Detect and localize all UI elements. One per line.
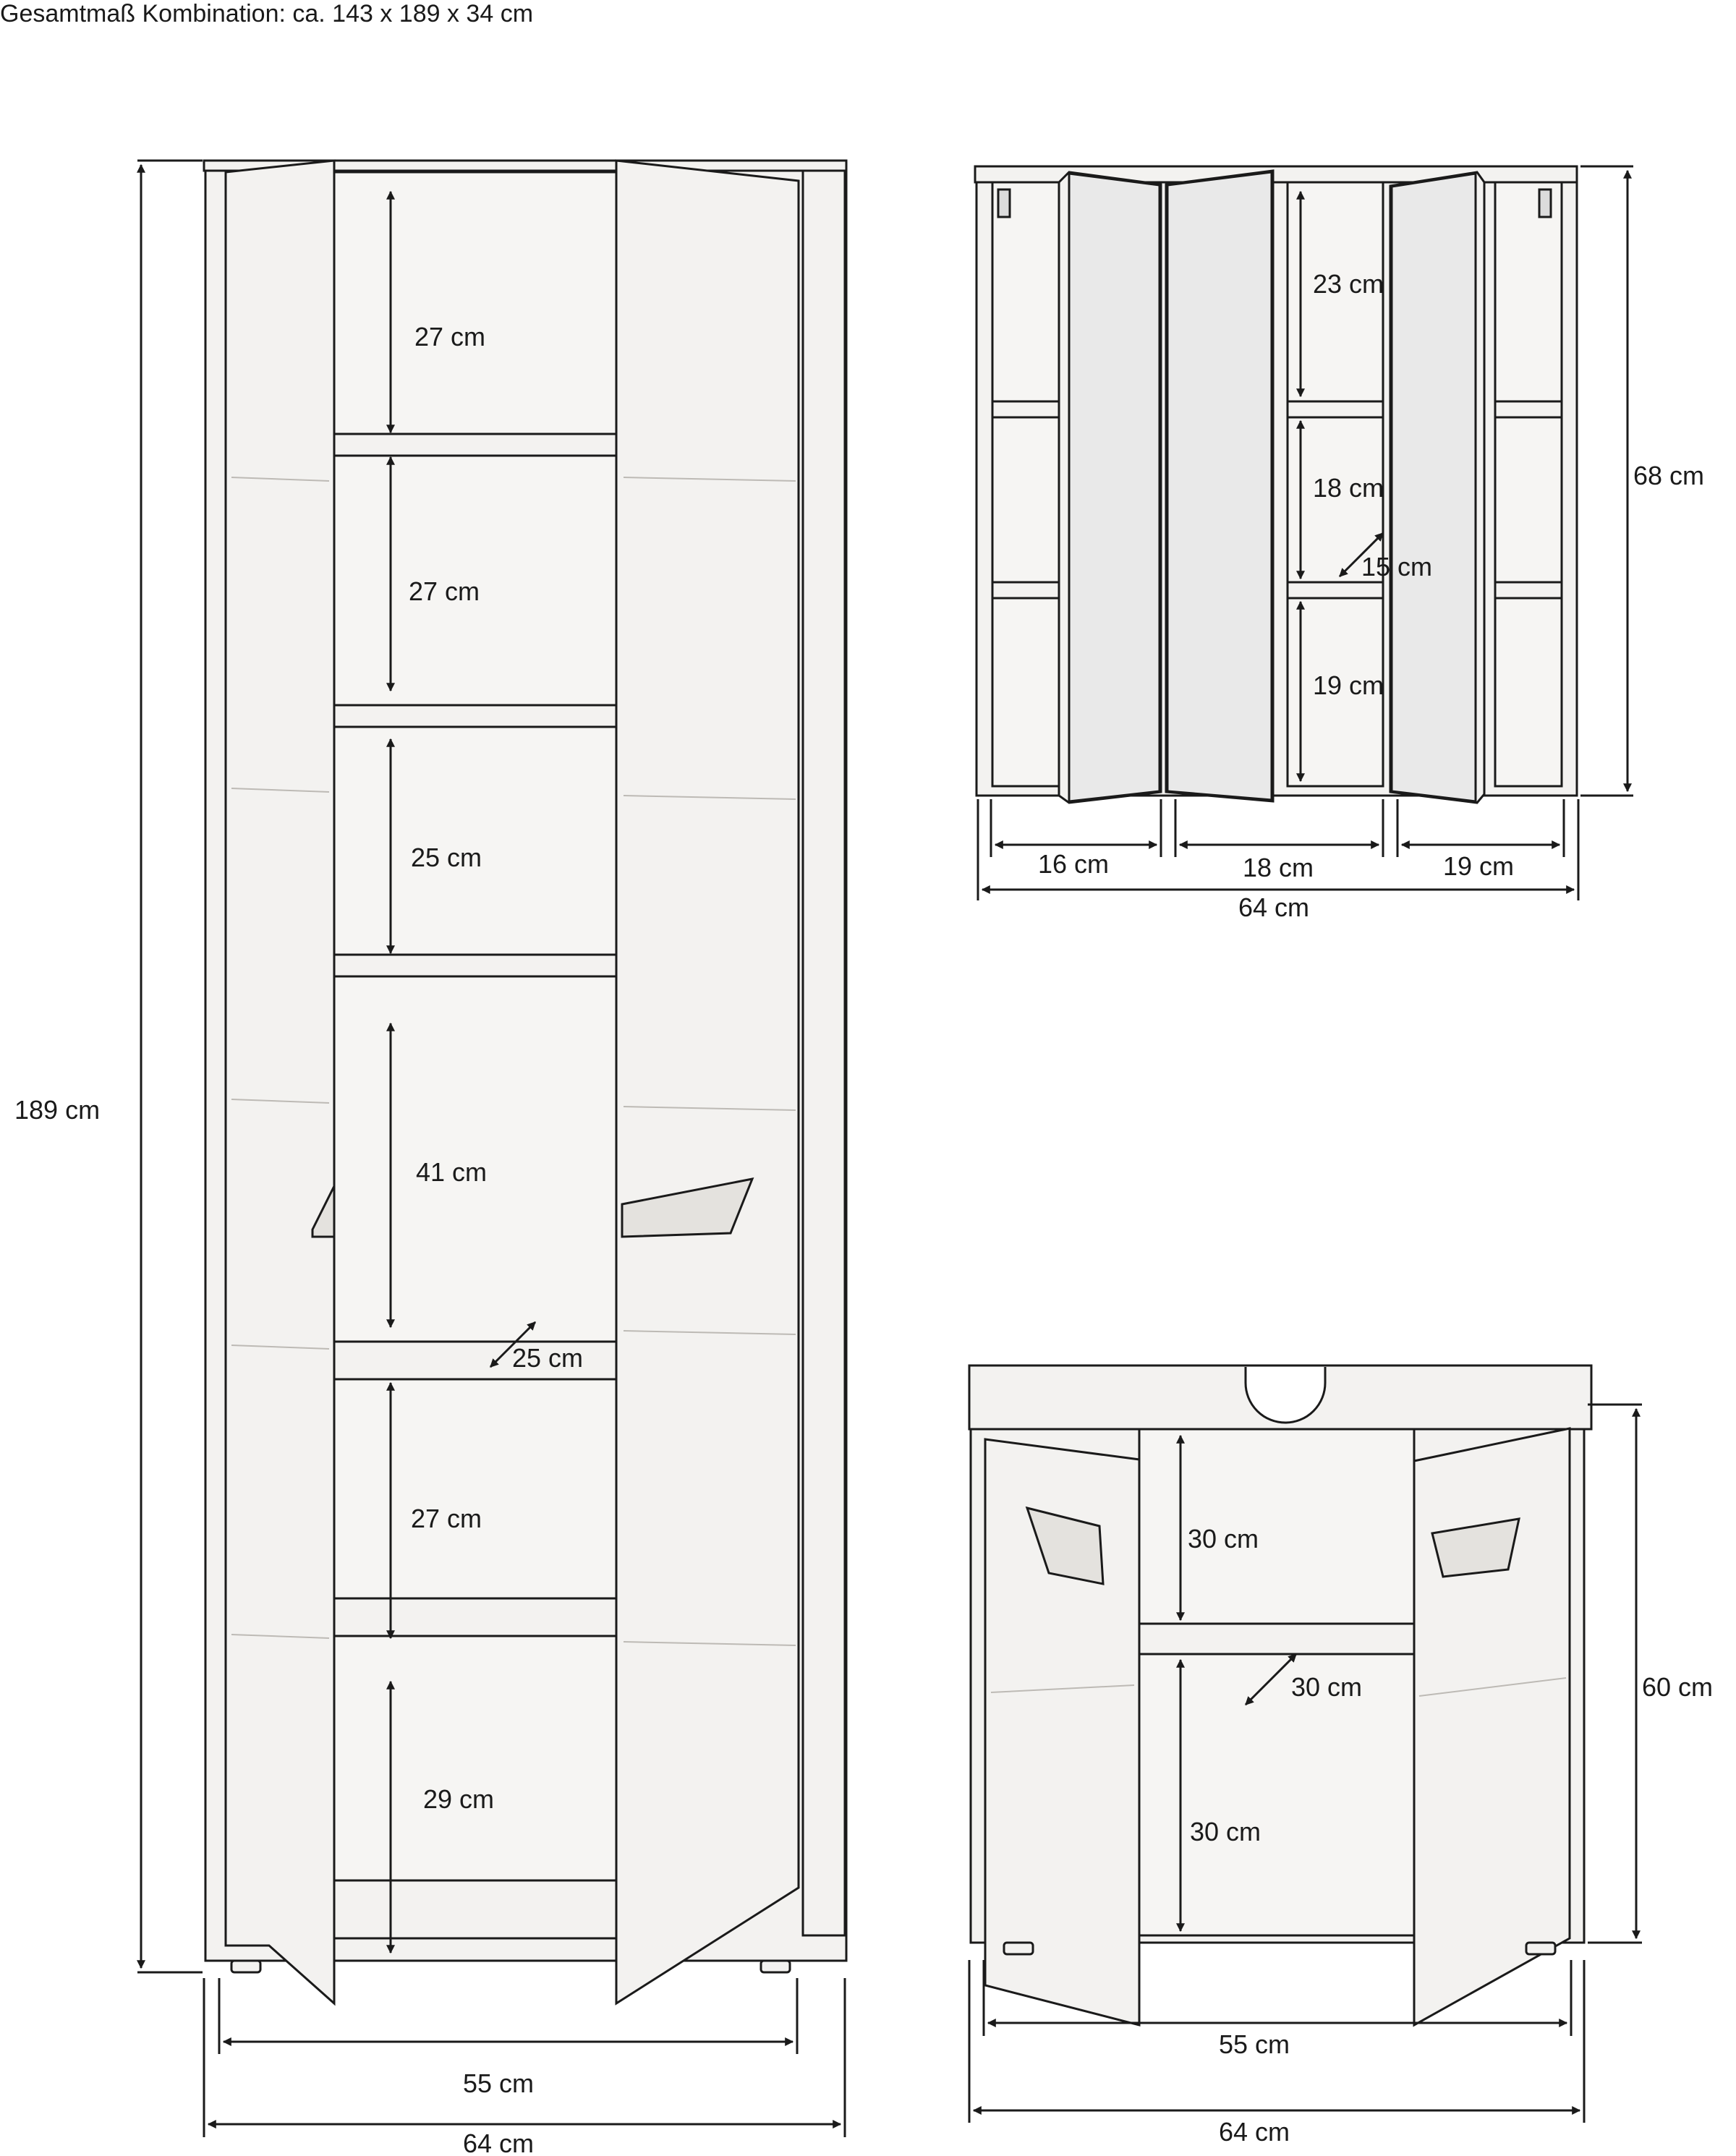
tall-compartment-label-3: 25 cm xyxy=(411,843,482,872)
tall-shelf-5 xyxy=(334,1598,616,1636)
mirror-shelf-right-1 xyxy=(1495,401,1562,417)
mirror-cabinet xyxy=(975,166,1577,803)
tall-depth-label: 25 cm xyxy=(512,1343,584,1373)
mirror-shelf-left-1 xyxy=(992,401,1059,417)
mirror-hinge-left xyxy=(998,189,1010,217)
mirror-shelf-right-2 xyxy=(1495,582,1562,598)
tall-foot-right xyxy=(761,1961,790,1972)
mirror-width-label-2: 18 cm xyxy=(1243,853,1314,882)
vanity-shelf xyxy=(1139,1624,1414,1654)
tall-left-door xyxy=(226,161,334,2003)
mirror-compartment-right xyxy=(1495,182,1562,786)
tall-right-door xyxy=(616,161,799,2003)
mirror-hinge-right xyxy=(1539,189,1551,217)
mirror-glass-center xyxy=(1167,172,1272,800)
vanity-compartment-label-2: 30 cm xyxy=(1190,1817,1261,1846)
vanity-foot-left xyxy=(1004,1943,1033,1954)
tall-bottom-shelf xyxy=(334,1880,616,1938)
tall-shelf-2 xyxy=(334,705,616,727)
mirror-compartment-label-2: 18 cm xyxy=(1313,473,1384,503)
vanity-height-label: 60 cm xyxy=(1642,1672,1714,1702)
tall-compartment-label-2: 27 cm xyxy=(409,576,480,606)
overall-dimensions-title: Gesamtmaß Kombination: ca. 143 x 189 x 34 cm xyxy=(0,0,534,27)
tall-height-label: 189 cm xyxy=(14,1095,101,1125)
mirror-glass-left xyxy=(1069,174,1160,801)
tall-right-side-panel xyxy=(803,171,845,1935)
vanity-outer-width-label: 64 cm xyxy=(1219,2117,1290,2147)
tall-compartment-label-5: 27 cm xyxy=(411,1504,482,1533)
mirror-shelf-middle-1 xyxy=(1288,401,1383,417)
mirror-shelf-left-2 xyxy=(992,582,1059,598)
tall-cabinet xyxy=(204,161,846,2003)
vanity-depth-label: 30 cm xyxy=(1291,1672,1363,1702)
mirror-compartment-label-3: 19 cm xyxy=(1313,670,1384,700)
tall-inner-width-label: 55 cm xyxy=(463,2068,535,2098)
vanity-compartment-label-1: 30 cm xyxy=(1188,1524,1259,1554)
tall-shelf-1 xyxy=(334,434,616,456)
tall-compartment-label-1: 27 cm xyxy=(414,322,486,351)
mirror-height-label: 68 cm xyxy=(1633,461,1705,490)
mirror-width-label-3: 19 cm xyxy=(1443,851,1515,881)
mirror-compartment-left xyxy=(992,182,1059,786)
vanity-inner-width-label: 55 cm xyxy=(1219,2029,1290,2059)
tall-outer-width-label: 64 cm xyxy=(463,2129,535,2156)
tall-shelf-3 xyxy=(334,955,616,976)
mirror-glass-right xyxy=(1392,174,1476,801)
vanity-foot-right xyxy=(1526,1943,1555,1954)
mirror-width-label-1: 16 cm xyxy=(1038,849,1110,879)
mirror-total-width-label: 64 cm xyxy=(1238,892,1310,922)
vanity-cabinet xyxy=(969,1365,1591,2025)
mirror-depth-label: 15 cm xyxy=(1361,552,1433,581)
tall-foot-left xyxy=(231,1961,260,1972)
vanity-right-door xyxy=(1414,1428,1570,2025)
tall-compartment-label-4: 41 cm xyxy=(416,1157,488,1187)
mirror-compartment-label-1: 23 cm xyxy=(1313,269,1384,299)
mirror-shelf-middle-2 xyxy=(1288,582,1383,598)
tall-compartment-label-6: 29 cm xyxy=(423,1784,495,1814)
